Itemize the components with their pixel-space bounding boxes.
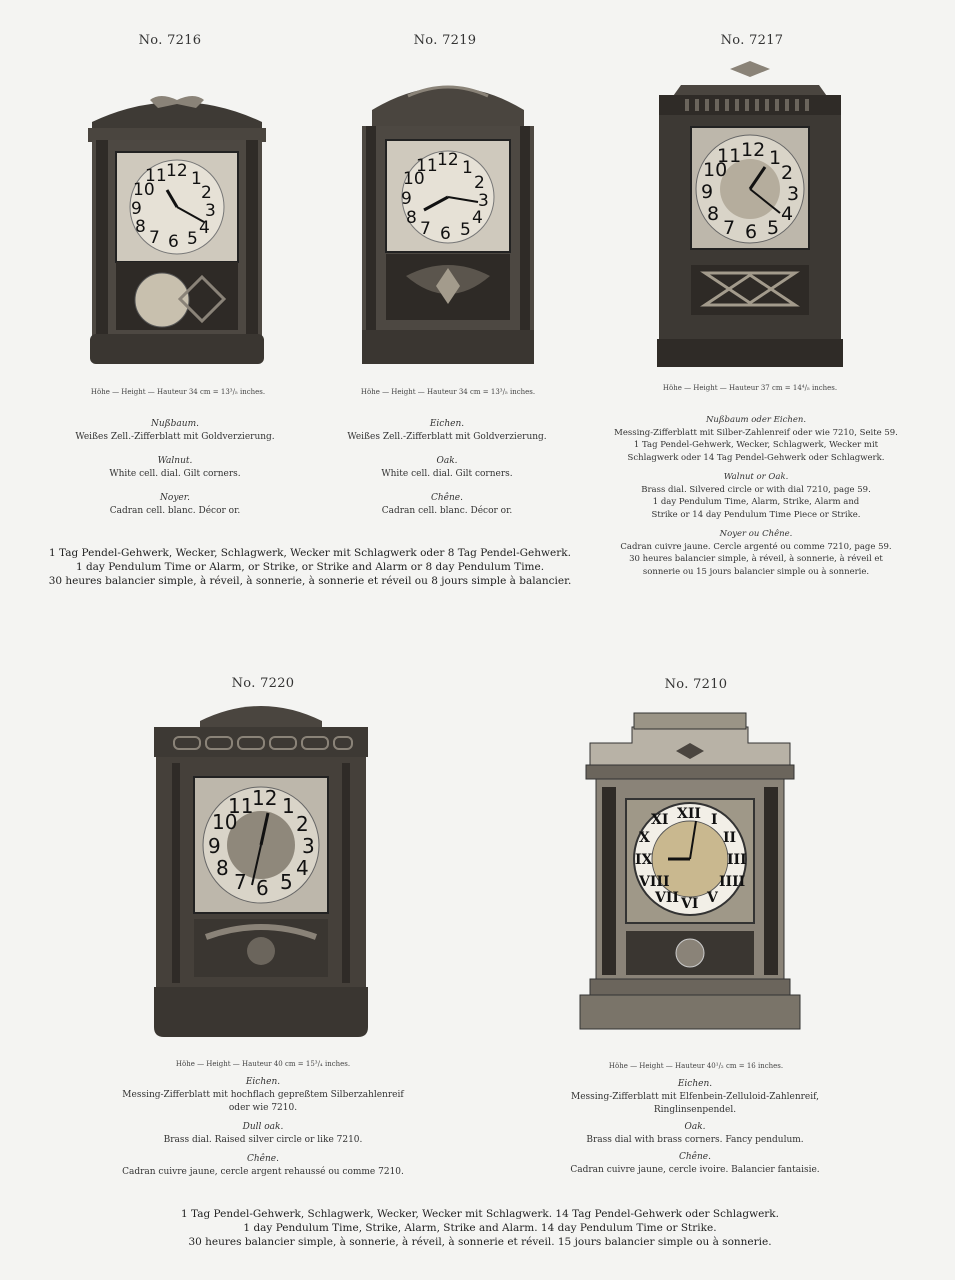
movement-line-fr: 30 heures balancier simple, à réveil, à sonnerie, à sonnerie et réveil ou 8 jours simple à balancier. — [48, 575, 572, 587]
clock-number: No. 7210 — [664, 677, 728, 692]
dial-numeral: 3 — [205, 201, 216, 221]
dial-numeral: 12 — [437, 150, 459, 170]
wood-en: Dull oak. — [242, 1122, 284, 1132]
dial-numeral: 5 — [280, 870, 293, 894]
dial-numeral: I — [711, 812, 718, 828]
wood-fr: Chêne. — [247, 1154, 279, 1164]
wood-en: Walnut. — [157, 456, 193, 466]
dial-numeral: 7 — [149, 228, 160, 248]
dial-numeral: IX — [635, 852, 653, 868]
dial-de: Weißes Zell.-Zifferblatt mit Goldverzierung. — [347, 432, 547, 442]
dial-numeral: 6 — [440, 224, 451, 244]
dial-en: Brass dial. Raised silver circle or like 7210. — [163, 1135, 363, 1145]
dial-numeral: XI — [651, 812, 669, 828]
dial-numeral: 10 — [133, 180, 155, 200]
dial-numeral: 7 — [723, 217, 736, 239]
movement-line-de: 1 Tag Pendel-Gehwerk, Schlagwerk, Wecker, Wecker mit Schlagwerk. 14 Tag Pendel-Gehwerk oder Schlagwerk. — [180, 1208, 780, 1220]
dial-numeral: 6 — [168, 232, 179, 252]
clock-number: No. 7220 — [231, 676, 295, 691]
wood-de: Eichen. — [429, 419, 465, 429]
dial-numeral: 10 — [403, 169, 425, 189]
wood-de: Nußbaum. — [150, 419, 199, 429]
dial-numeral: 4 — [781, 203, 794, 225]
wood-de: Eichen. — [677, 1079, 713, 1089]
dial-fr: Cadran cell. blanc. Décor or. — [109, 506, 241, 516]
wood-fr: Noyer. — [160, 493, 190, 503]
dial-numeral: X — [639, 830, 650, 846]
dial-numeral: 10 — [703, 159, 728, 181]
dial-numeral: 2 — [781, 162, 794, 184]
dial-numeral: 5 — [187, 229, 198, 249]
clock-number: No. 7217 — [720, 33, 784, 48]
dial-numeral: 7 — [420, 219, 431, 239]
dial-numeral: VIII — [639, 874, 670, 890]
dial-numeral: 4 — [296, 856, 309, 880]
text-de: 1 Tag Pendel-Gehwerk, Wecker, Schlagwerk, Wecker mit — [633, 440, 879, 450]
dial-fr: Cadran cuivre jaune, cercle argent rehaussé ou comme 7210. — [122, 1167, 404, 1177]
movement-line-de: 1 Tag Pendel-Gehwerk, Wecker, Schlagwerk, Wecker mit Schlagwerk oder 8 Tag Pendel-Gehwerk. — [49, 547, 571, 559]
movement-line-fr: 30 heures balancier simple, à sonnerie, à réveil, à sonnerie et réveil. 15 jours balancier simple ou à sonnerie. — [188, 1236, 772, 1248]
description-7217 — [596, 414, 916, 578]
dial-numeral: V — [707, 890, 718, 906]
dial-numeral: 3 — [302, 834, 315, 858]
movement-text-bottom — [120, 1207, 840, 1249]
wood-de: Nußbaum oder Eichen. — [705, 415, 807, 425]
wood-fr: Chêne. — [431, 493, 463, 503]
dial-numeral: 12 — [166, 161, 188, 181]
height-caption: Höhe — Height — Hauteur 40¹/₂ cm = 16 inches. — [608, 1062, 784, 1070]
dial-en: White cell. dial. Gilt corners. — [381, 469, 513, 479]
text-en: Brass dial. Silvered circle or with dial 7210, page 59. — [641, 484, 871, 495]
dial-de: Weißes Zell.-Zifferblatt mit Goldverzierung. — [75, 432, 275, 442]
height-caption: Höhe — Height — Hauteur 34 cm = 13³/₅ inches. — [360, 388, 536, 396]
dial-fr: Cadran cell. blanc. Décor or. — [381, 506, 513, 516]
dial-numeral: III — [727, 852, 747, 868]
dial-en: Brass dial with brass corners. Fancy pendulum. — [586, 1135, 804, 1145]
dial-numeral: 12 — [252, 786, 278, 810]
dial-numeral: 4 — [472, 208, 483, 228]
text-de: Messing-Zifferblatt mit hochflach gepreßtem Silberzahlenreif — [122, 1090, 404, 1100]
text-fr: Cadran cuivre jaune. Cercle argenté ou comme 7210, page 59. — [620, 541, 892, 552]
movement-line-en: 1 day Pendulum Time or Alarm, or Strike, or Strike and Alarm or 8 day Pendulum Time. — [75, 561, 545, 573]
dial-numeral: 2 — [201, 183, 212, 203]
text-de: Messing-Zifferblatt mit Elfenbein-Zelluloid-Zahlenreif, — [570, 1092, 819, 1102]
wood-fr: Chêne. — [679, 1152, 711, 1162]
description-7220 — [108, 1076, 418, 1179]
dial-numeral: 8 — [216, 856, 229, 880]
dial-numeral: 3 — [478, 191, 489, 211]
dial-numeral: 10 — [212, 810, 238, 834]
dial-numeral: 4 — [199, 218, 210, 238]
dial-numeral: 1 — [191, 169, 202, 189]
wood-en: Walnut or Oak. — [723, 472, 789, 482]
text-de: Schlagwerk oder 14 Tag Pendel-Gehwerk oder Schlagwerk. — [627, 452, 885, 463]
dial-numeral: IIII — [719, 874, 746, 890]
dial-numeral: 11 — [416, 156, 438, 176]
dial-numeral: II — [723, 830, 737, 846]
dial-numeral: 6 — [256, 876, 269, 900]
clock-number: No. 7219 — [413, 33, 477, 48]
dial-numeral: 12 — [741, 139, 766, 161]
dial-numeral: 3 — [787, 183, 800, 205]
dial-numeral: 9 — [208, 834, 221, 858]
dial-numeral: 6 — [745, 221, 758, 243]
dial-numeral: 1 — [462, 158, 473, 178]
dial-numeral: 11 — [717, 145, 742, 167]
height-caption: Höhe — Height — Hauteur 40 cm = 15³/₄ inches. — [175, 1060, 351, 1068]
wood-de: Eichen. — [245, 1077, 281, 1087]
height-caption: Höhe — Height — Hauteur 37 cm = 14⁴/₅ inches. — [662, 384, 838, 392]
wood-en: Oak. — [684, 1122, 706, 1132]
dial-numeral: 2 — [296, 812, 309, 836]
text-fr: 30 heures balancier simple, à réveil, à sonnerie, à réveil et — [629, 554, 883, 564]
dial-numeral: 1 — [769, 147, 782, 169]
dial-numeral: 9 — [131, 199, 142, 219]
text-en: Strike or 14 day Pendulum Time Piece or Strike. — [651, 509, 861, 520]
dial-numeral: 5 — [460, 220, 471, 240]
wood-fr: Noyer ou Chêne. — [719, 529, 793, 539]
dial-numeral: 7 — [234, 870, 247, 894]
dial-numeral: 1 — [282, 794, 295, 818]
text-en: 1 day Pendulum Time, Alarm, Strike, Alarm and — [652, 497, 860, 507]
dial-numeral: VII — [655, 890, 679, 906]
dial-fr: Cadran cuivre jaune, cercle ivoire. Balancier fantaisie. — [570, 1165, 820, 1175]
dial-numeral: 11 — [228, 794, 254, 818]
dial-numeral: 9 — [701, 181, 714, 203]
description-7219 — [312, 418, 582, 518]
description-7216 — [40, 418, 310, 518]
text-de: oder wie 7210. — [228, 1103, 298, 1113]
dial-en: White cell. dial. Gilt corners. — [109, 469, 241, 479]
dial-numeral: 5 — [767, 217, 780, 239]
movement-line-en: 1 day Pendulum Time, Strike, Alarm, Strike and Alarm. 14 day Pendulum Time or Strike. — [243, 1222, 717, 1234]
description-7210 — [540, 1078, 850, 1177]
clock-number: No. 7216 — [138, 33, 202, 48]
dial-numeral: 9 — [401, 189, 412, 209]
wood-en: Oak. — [436, 456, 458, 466]
text-de: Messing-Zifferblatt mit Silber-Zahlenreif oder wie 7210, Seite 59. — [614, 427, 898, 438]
dial-numeral: VI — [681, 896, 699, 912]
dial-numeral: XII — [677, 806, 701, 822]
dial-numeral: 2 — [474, 173, 485, 193]
dial-numeral: 11 — [145, 166, 167, 186]
movement-text-top — [10, 546, 610, 588]
height-caption: Höhe — Height — Hauteur 34 cm = 13³/₅ inches. — [90, 388, 266, 396]
text-de: Ringlinsenpendel. — [653, 1105, 737, 1115]
text-fr: sonnerie ou 15 jours balancier simple ou à sonnerie. — [642, 566, 870, 577]
dial-numeral: 8 — [135, 217, 146, 237]
dial-numeral: 8 — [707, 203, 720, 225]
dial-numeral: 8 — [406, 208, 417, 228]
